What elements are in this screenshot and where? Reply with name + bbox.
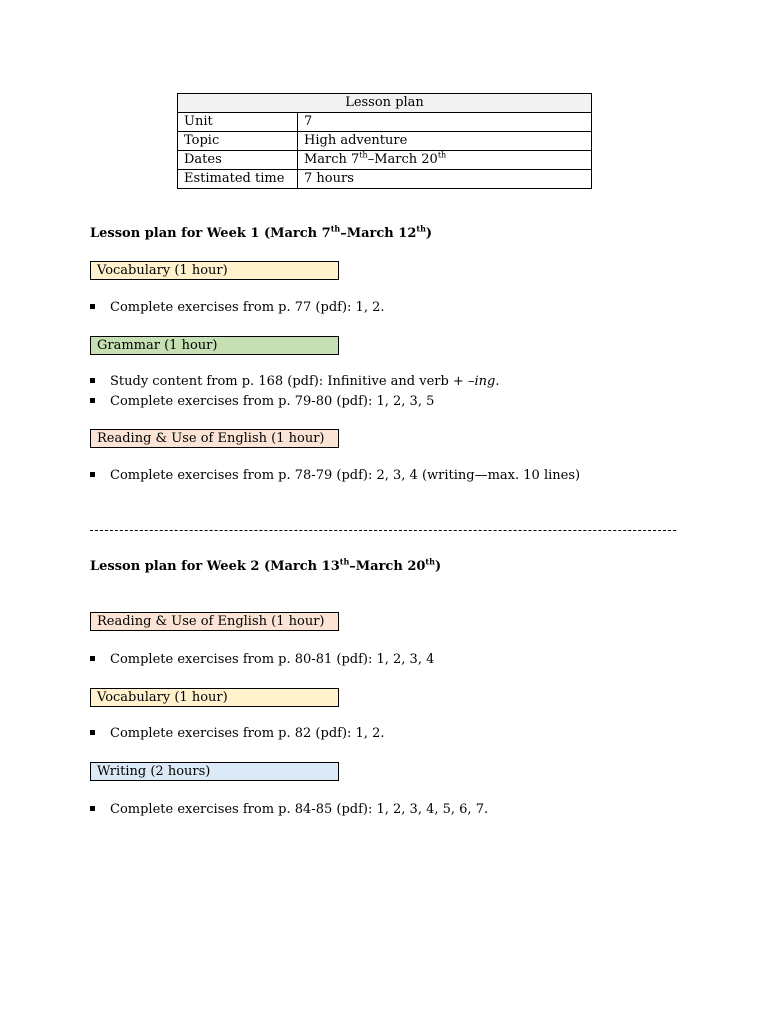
row-value-estimated-time: 7 hours (298, 170, 592, 189)
bullet-icon (90, 656, 95, 661)
row-value-topic: High adventure (298, 132, 592, 151)
row-key-topic: Topic (178, 132, 298, 151)
row-key-estimated-time: Estimated time (178, 170, 298, 189)
week2-writing-label: Writing (2 hours) (90, 762, 339, 781)
list-item: Study content from p. 168 (pdf): Infinitive and verb + –ing. (90, 373, 499, 391)
table-header-row (178, 94, 592, 113)
lesson-plan-summary-table (177, 93, 592, 189)
bullet-icon (90, 304, 95, 309)
week1-vocabulary-label: Vocabulary (1 hour) (90, 261, 339, 280)
bullet-icon (90, 806, 95, 811)
table-row (178, 132, 592, 151)
row-value-unit: 7 (298, 113, 592, 132)
list-item: Complete exercises from p. 80-81 (pdf): 1, 2, 3, 4 (90, 651, 434, 669)
bullet-icon (90, 730, 95, 735)
week1-heading: Lesson plan for Week 1 (March 7th–March 12th) (90, 223, 433, 241)
week1-grammar-label: Grammar (1 hour) (90, 336, 339, 355)
week2-reading-label: Reading & Use of English (1 hour) (90, 612, 339, 631)
list-item: Complete exercises from p. 77 (pdf): 1, 2. (90, 299, 385, 317)
bullet-icon (90, 398, 95, 403)
list-item: Complete exercises from p. 82 (pdf): 1, 2. (90, 725, 385, 743)
table-row (178, 170, 592, 189)
week2-vocabulary-label: Vocabulary (1 hour) (90, 688, 339, 707)
table-row (178, 151, 592, 170)
week2-heading: Lesson plan for Week 2 (March 13th–March 20th) (90, 556, 442, 574)
week1-reading-label: Reading & Use of English (1 hour) (90, 429, 339, 448)
row-value-dates: March 7th–March 20th (298, 151, 592, 170)
list-item: Complete exercises from p. 84-85 (pdf): 1, 2, 3, 4, 5, 6, 7. (90, 801, 488, 819)
bullet-icon (90, 378, 95, 383)
section-divider (90, 530, 676, 531)
table-row (178, 113, 592, 132)
row-key-dates: Dates (178, 151, 298, 170)
bullet-icon (90, 472, 95, 477)
table-title: Lesson plan (178, 94, 592, 113)
list-item: Complete exercises from p. 79-80 (pdf): 1, 2, 3, 5 (90, 393, 434, 411)
list-item: Complete exercises from p. 78-79 (pdf): 2, 3, 4 (writing—max. 10 lines) (90, 467, 580, 485)
row-key-unit: Unit (178, 113, 298, 132)
